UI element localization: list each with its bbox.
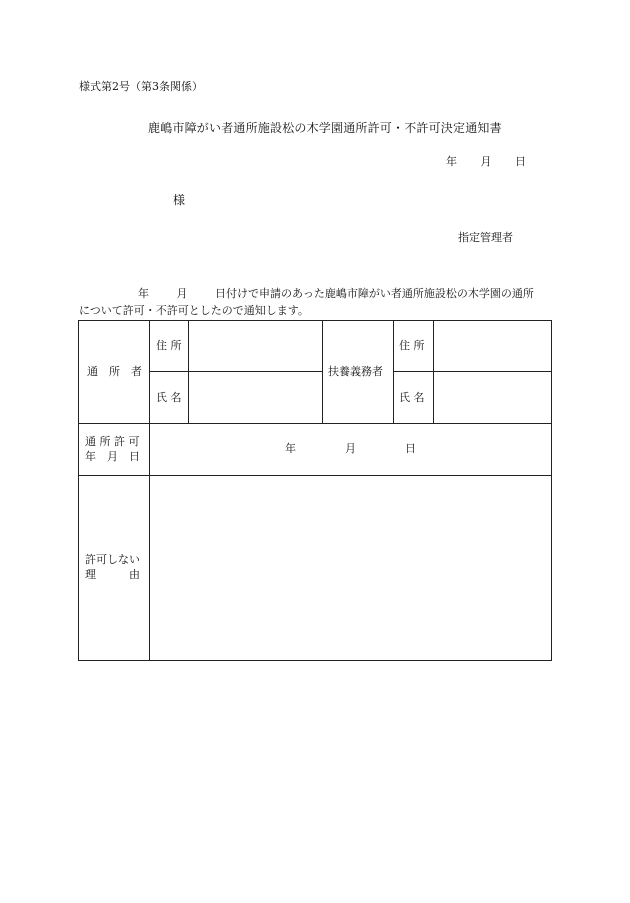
table-border-left (78, 320, 79, 661)
body-line-1 (138, 287, 534, 301)
reason-label-1: 許可しない (85, 553, 140, 566)
attendee-label: 通 所 者 (87, 365, 142, 378)
guardian-name-label: 氏 名 (399, 391, 425, 404)
permit-date-year: 年 (285, 442, 296, 455)
guardian-mid-divider (393, 371, 552, 372)
reason-label-2: 理 由 (85, 568, 140, 581)
body-month: 月 (176, 287, 188, 300)
permit-date-month: 月 (345, 442, 356, 455)
attendee-mid-divider (149, 371, 323, 372)
issue-date (446, 155, 526, 169)
guardian-sublabel-divider (433, 320, 434, 423)
permit-date-label-1: 通 所 許 可 (85, 435, 140, 448)
issue-date-year: 年 (446, 155, 457, 168)
issuer-label: 指定管理者 (458, 231, 513, 244)
guardian-label-left-divider (322, 320, 323, 423)
attendee-sublabel-divider (188, 320, 189, 423)
notice-form-table (78, 320, 552, 661)
permit-date-day: 日 (405, 442, 416, 455)
row-divider-2 (78, 475, 552, 476)
issue-date-day: 日 (515, 155, 526, 168)
body-line-2: について許可・不許可としたので通知します。 (79, 304, 309, 317)
attendee-address-label: 住 所 (156, 339, 182, 352)
form-number: 様式第2号（第3条関係） (79, 80, 203, 93)
guardian-address-label: 住 所 (399, 339, 425, 352)
body-year: 年 (138, 287, 149, 300)
row-divider-1 (78, 423, 552, 424)
recipient-honorific: 様 (173, 193, 186, 207)
issue-date-month: 月 (480, 155, 492, 168)
attendee-name-label: 氏 名 (156, 391, 182, 404)
document-title: 鹿嶋市障がい者通所施設松の木学園通所許可・不許可決定通知書 (148, 121, 502, 135)
body-line-1-text: 日付けで申請のあった鹿嶋市障がい者通所施設松の木学園の通所 (215, 287, 534, 300)
permit-date-label-2: 年 月 日 (85, 450, 140, 463)
guardian-label: 扶養義務者 (328, 365, 383, 378)
